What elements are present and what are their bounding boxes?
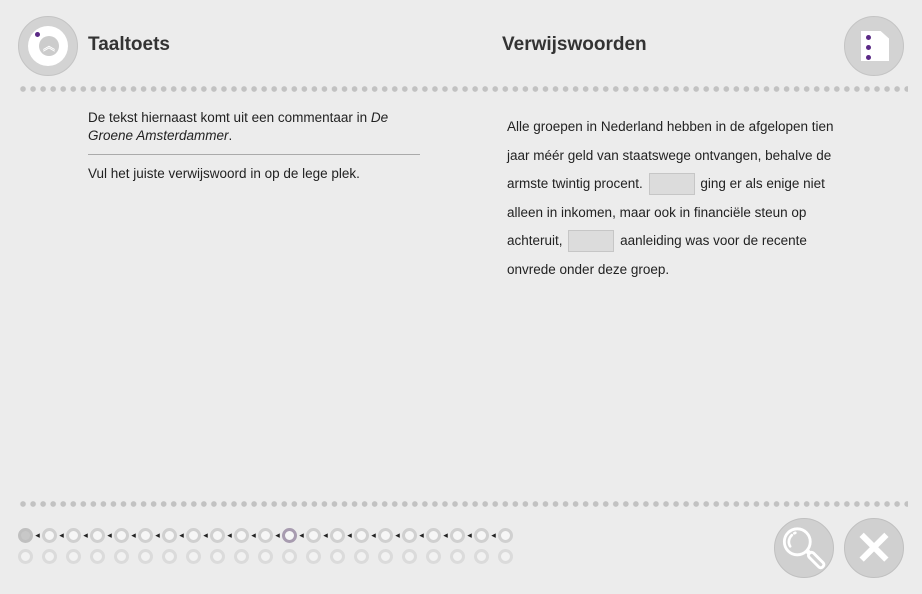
home-button[interactable] [18,16,78,76]
arrow-left-icon: ◂ [251,530,256,540]
passage-text-1: Alle groepen in Nederland hebben in de afgelopen tien jaar méér geld van staatswege ontvangen, behalve de armste twintig procent. [507,119,834,191]
app-title: Taaltoets [88,34,171,55]
close-icon: ✕ [854,522,894,574]
question-status-dot [42,549,57,564]
passage-text-3: aanleiding was voor de recente onvrede onder deze groep. [507,233,807,277]
question-status-dot [450,549,465,564]
question-dot[interactable] [426,528,441,543]
question-dot[interactable] [210,528,225,543]
arrow-left-icon: ◂ [107,530,112,540]
close-button[interactable] [844,518,904,578]
question-dot[interactable] [114,528,129,543]
section-title: Verwijswoorden [502,34,647,55]
question-status-dot [66,549,81,564]
chevrons-up-icon: ︽ [39,36,59,56]
question-status-dot [186,549,201,564]
question-status-dot [354,549,369,564]
question-status-row [18,549,513,564]
passage [507,113,847,284]
question-dot[interactable] [330,528,345,543]
question-dot-current[interactable] [282,528,297,543]
question-status-dot [138,549,153,564]
gap-input-1[interactable] [649,173,695,195]
question-dot[interactable] [18,528,33,543]
arrow-left-icon: ◂ [35,530,40,540]
arrow-left-icon: ◂ [491,530,496,540]
divider-top [18,86,908,92]
arrow-left-icon: ◂ [395,530,400,540]
arrow-left-icon: ◂ [203,530,208,540]
question-status-dot [402,549,417,564]
arrow-left-icon: ◂ [59,530,64,540]
intro-text: De tekst hiernaast komt uit een commentaar in De Groene Amsterdammer. [88,110,389,143]
arrow-left-icon: ◂ [419,530,424,540]
arrow-left-icon: ◂ [443,530,448,540]
question-status-dot [234,549,249,564]
arrow-left-icon: ◂ [179,530,184,540]
arrow-left-icon: ◂ [227,530,232,540]
arrow-left-icon: ◂ [83,530,88,540]
question-status-dot [210,549,225,564]
question-dot[interactable] [186,528,201,543]
question-status-dot [162,549,177,564]
question-status-dot [474,549,489,564]
question-dot[interactable] [258,528,273,543]
question-status-dot [426,549,441,564]
question-dot[interactable] [234,528,249,543]
question-dot[interactable] [450,528,465,543]
question-dot[interactable] [354,528,369,543]
question-dot[interactable] [42,528,57,543]
separator [88,154,420,155]
menu-button[interactable] [844,16,904,76]
arrow-left-icon: ◂ [275,530,280,540]
question-dot[interactable] [498,528,513,543]
question-status-dot [258,549,273,564]
question-dot[interactable] [66,528,81,543]
question-dot[interactable] [138,528,153,543]
gap-input-2[interactable] [568,230,614,252]
question-status-dot [330,549,345,564]
question-dot[interactable] [378,528,393,543]
question-status-dot [90,549,105,564]
instructions [88,109,420,183]
question-navigation [18,528,513,543]
arrow-left-icon: ◂ [371,530,376,540]
magnifier-icon: 🔍︎ [778,526,830,571]
arrow-left-icon: ◂ [467,530,472,540]
arrow-left-icon: ◂ [347,530,352,540]
question-dot[interactable] [474,528,489,543]
arrow-left-icon: ◂ [131,530,136,540]
task-text: Vul het juiste verwijswoord in op de lege plek. [88,166,360,181]
search-button[interactable] [774,518,834,578]
passage-text-2: ging er als enige niet alleen in inkomen, maar ook in financiële steun op achteruit, [507,176,825,248]
question-status-dot [378,549,393,564]
question-status-dot [18,549,33,564]
arrow-left-icon: ◂ [299,530,304,540]
question-status-dot [114,549,129,564]
accent-dot-icon [35,32,40,37]
question-dot[interactable] [162,528,177,543]
arrow-left-icon: ◂ [323,530,328,540]
question-dot[interactable] [402,528,417,543]
question-status-dot [498,549,513,564]
question-status-dot [282,549,297,564]
question-dot[interactable] [306,528,321,543]
question-status-dot [306,549,321,564]
question-dot[interactable] [90,528,105,543]
arrow-left-icon: ◂ [155,530,160,540]
document-menu-icon [861,31,889,61]
divider-bottom [18,501,908,507]
